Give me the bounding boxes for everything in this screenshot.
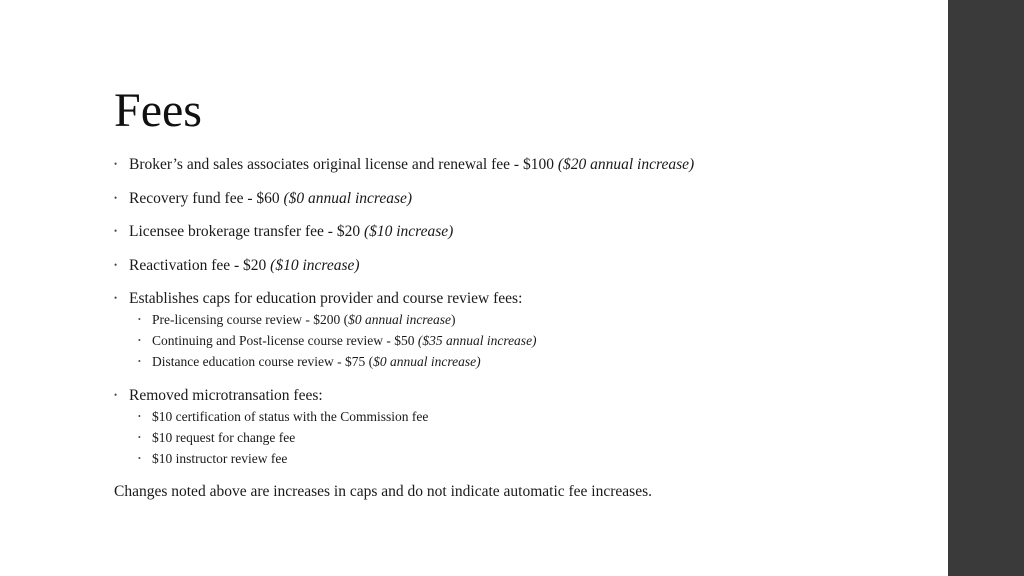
sub-bullet-text: $10 request for change fee: [152, 429, 296, 445]
bullet-text: Removed microtransation fees:: [129, 386, 323, 404]
bullet-item: [114, 188, 934, 209]
slide-title: Fees: [114, 84, 202, 137]
bullet-item: [114, 154, 934, 175]
bullet-text: Reactivation fee - $20: [129, 256, 271, 274]
sub-bullet-icon: •: [138, 411, 141, 421]
bullet-emphasis: ($10 increase): [270, 256, 360, 274]
bullet-emphasis: ($20 annual increase): [557, 156, 695, 173]
footnote: Changes noted above are increases in caps and do not indicate automatic fee increases.: [114, 483, 652, 500]
bullet-emphasis: ($0 annual increase): [283, 189, 413, 207]
bullet-text: Recovery fund fee - $60: [129, 189, 284, 207]
sub-bullet-item: [129, 351, 934, 372]
sub-bullet-item: [129, 427, 934, 448]
sub-bullet-item: [129, 406, 934, 427]
bullet-icon: •: [114, 389, 118, 400]
sub-bullet-icon: •: [138, 315, 141, 324]
bullet-item: [114, 255, 934, 276]
slide-content: [114, 154, 934, 502]
bullet-icon: •: [114, 159, 118, 169]
side-bar: [948, 0, 1024, 576]
sub-bullet-text: Distance education course review - $75 (: [152, 354, 374, 369]
bullet-icon: •: [114, 226, 118, 236]
sub-bullet-emphasis: $0 annual increase): [373, 354, 481, 369]
sub-bullet-item: [129, 330, 934, 351]
sub-bullet-item: [129, 309, 934, 330]
sub-bullet-emphasis: $0 annual increase: [348, 312, 452, 327]
sub-bullet-list: [129, 406, 934, 469]
sub-bullet-emphasis: ($35 annual increase): [417, 333, 537, 348]
sub-bullet-icon: •: [138, 432, 141, 442]
bullet-text: Licensee brokerage transfer fee - $20: [129, 223, 364, 240]
bullet-item: [114, 288, 934, 372]
sub-bullet-text: Continuing and Post-license course review - $50: [152, 333, 418, 348]
bullet-text: Establishes caps for education provider and course review fees:: [129, 290, 523, 307]
bullet-text: Broker’s and sales associates original license and renewal fee - $100: [129, 156, 558, 173]
sub-bullet-text: $10 instructor review fee: [152, 450, 288, 466]
bullet-list: [114, 154, 934, 469]
sub-bullet-icon: •: [138, 357, 141, 366]
sub-bullet-text: Pre-licensing course review - $200 (: [152, 312, 349, 327]
bullet-icon: •: [114, 192, 118, 203]
sub-bullet-icon: •: [138, 336, 141, 345]
sub-bullet-suffix: ): [451, 312, 456, 327]
sub-bullet-icon: •: [138, 453, 141, 463]
sub-bullet-item: [129, 448, 934, 469]
sub-bullet-list: [129, 309, 934, 372]
bullet-emphasis: ($10 increase): [363, 223, 454, 240]
bullet-item: [114, 385, 934, 469]
bullet-icon: •: [114, 259, 118, 270]
bullet-icon: •: [114, 293, 118, 303]
bullet-item: [114, 221, 934, 242]
sub-bullet-text: $10 certification of status with the Commission fee: [152, 408, 429, 424]
